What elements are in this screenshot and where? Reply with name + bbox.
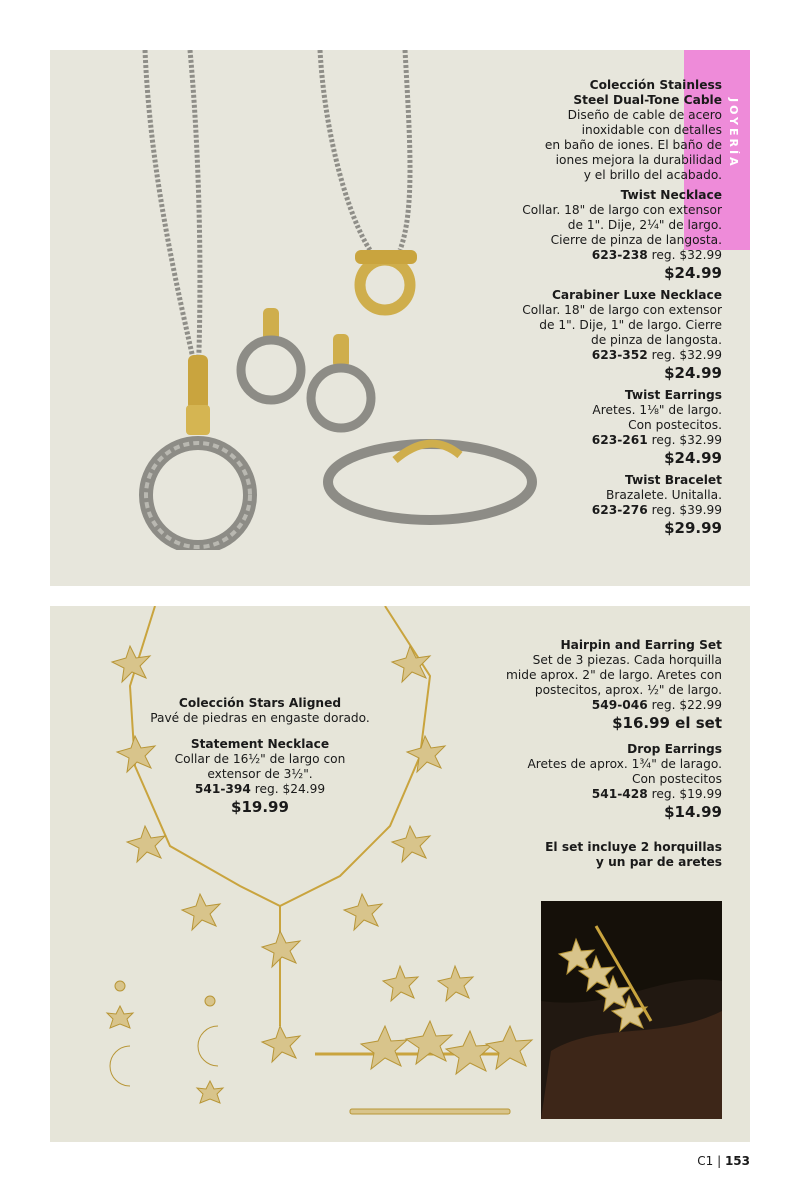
stainless-product-details	[492, 78, 722, 538]
product-desc-line: Set de 3 piezas. Cada horquilla	[532, 653, 722, 667]
section-tab-label: JOYERÍA	[727, 98, 740, 169]
product-desc-line: mide aprox. 2" de largo. Aretes con	[505, 668, 722, 682]
hairpin-drop-details	[462, 638, 722, 870]
product-desc-line: postecitos, aprox. ½" de largo.	[534, 683, 722, 697]
product-desc-line: de 1". Dije, 2¼" de largo.	[567, 218, 722, 232]
product-name: Twist Earrings	[624, 388, 722, 402]
product-sku: 623-238	[591, 248, 648, 262]
sale-price: $24.99	[664, 364, 722, 382]
product-desc-line: Collar. 18" de largo con extensor	[522, 303, 722, 317]
product-desc-line: Aretes de aprox. 1¾" de larago.	[527, 757, 722, 771]
collection-desc-line: inoxidable con detalles	[581, 123, 722, 137]
product-sku: 623-261	[591, 433, 648, 447]
sale-price: $24.99	[664, 449, 722, 467]
sale-price: $24.99	[664, 264, 722, 282]
product-sku: 623-352	[591, 348, 648, 362]
set-note: El set incluye 2 horquillas	[545, 840, 722, 854]
sale-price: $16.99 el set	[612, 714, 722, 732]
product-sku: 541-394	[194, 782, 251, 796]
product-name: Carabiner Luxe Necklace	[551, 288, 722, 302]
collection-desc-line: Diseño de cable de acero	[567, 108, 722, 122]
product-desc-line: Brazalete. Unitalla.	[605, 488, 722, 502]
regular-price: reg. $39.99	[651, 503, 722, 517]
collection-desc-line: y el brillo del acabado.	[583, 168, 722, 182]
product-name: Statement Necklace	[190, 737, 330, 751]
collection-title: Colección Stainless	[589, 78, 722, 92]
hairpin-model-photo[interactable]	[541, 901, 722, 1119]
product-desc-line: extensor de 3½".	[207, 767, 313, 781]
collection-title: Colección Stars Aligned	[178, 696, 342, 710]
product-name: Drop Earrings	[627, 742, 722, 756]
footer-separator: |	[717, 1154, 722, 1168]
product-sku: 623-276	[591, 503, 648, 517]
product-desc-line: Cierre de pinza de langosta.	[550, 233, 722, 247]
collection-desc: Pavé de piedras en engaste dorado.	[150, 711, 370, 725]
product-name: Twist Bracelet	[624, 473, 722, 487]
product-desc-line: de 1". Dije, 1" de largo. Cierre	[539, 318, 722, 332]
campaign-label: C1	[697, 1154, 714, 1168]
carabiner-necklace-image[interactable]	[310, 50, 450, 320]
product-sku: 541-428	[591, 787, 648, 801]
product-desc-line: Collar. 18" de largo con extensor	[522, 203, 722, 217]
page-footer	[697, 1154, 750, 1168]
drop-earrings-image[interactable]	[100, 966, 240, 1126]
regular-price: reg. $24.99	[254, 782, 326, 796]
regular-price: reg. $22.99	[651, 698, 722, 712]
product-sku: 549-046	[591, 698, 648, 712]
product-name: Twist Necklace	[620, 188, 722, 202]
regular-price: reg. $32.99	[651, 248, 722, 262]
product-desc-line: Aretes. 1⅛" de largo.	[592, 403, 722, 417]
product-desc-line: Con postecitos	[631, 772, 722, 786]
stars-collection-details	[130, 696, 390, 817]
hairpin-set-image[interactable]	[305, 961, 535, 1131]
product-desc-line: de pinza de langosta.	[590, 333, 722, 347]
set-note: y un par de aretes	[595, 855, 722, 869]
page-number: 153	[724, 1154, 750, 1168]
regular-price: reg. $32.99	[651, 348, 722, 362]
product-desc-line: Collar de 16½" de largo con	[174, 752, 346, 766]
product-desc-line: Con postecitos.	[628, 418, 722, 432]
product-name: Hairpin and Earring Set	[560, 638, 722, 652]
stainless-collection-panel	[50, 50, 750, 586]
regular-price: reg. $19.99	[651, 787, 722, 801]
sale-price: $29.99	[664, 519, 722, 537]
sale-price: $19.99	[231, 798, 289, 816]
sale-price: $14.99	[664, 803, 722, 821]
regular-price: reg. $32.99	[651, 433, 722, 447]
collection-title-cont: Steel Dual-Tone Cable	[573, 93, 722, 107]
collection-desc-line: iones mejora la durabilidad	[555, 153, 722, 167]
collection-desc-line: en baño de iones. El baño de	[544, 138, 722, 152]
